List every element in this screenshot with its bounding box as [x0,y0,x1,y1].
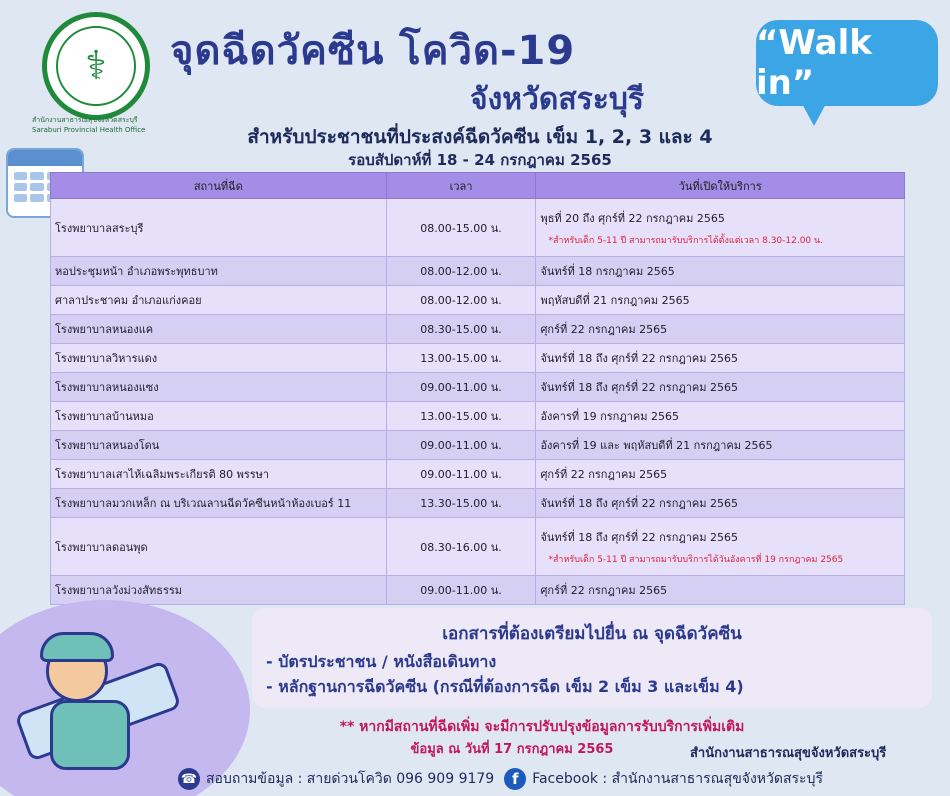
cell-place: ศาลาประชาคม อำเภอแก่งคอย [51,286,387,315]
cell-place: โรงพยาบาลวิหารแดง [51,344,387,373]
table-row [51,315,905,344]
days-text: อังคารที่ 19 กรกฎาคม 2565 [540,410,679,423]
table-row [51,286,905,315]
cell-place: โรงพยาบาลหนองแค [51,315,387,344]
footer-contact [178,766,950,792]
cell-days [536,460,905,489]
cell-days [536,286,905,315]
cell-days [536,518,905,576]
cell-place: โรงพยาบาลหนองแซง [51,373,387,402]
cell-days [536,402,905,431]
organization-name: สำนักงานสาธารณสุขจังหวัดสระบุรี [690,746,887,761]
days-text: พฤหัสบดีที่ 21 กรกฎาคม 2565 [540,294,690,307]
required-documents-box [252,608,932,708]
days-text: ศุกร์ที่ 22 กรกฎาคม 2565 [540,323,668,336]
days-text: จันทร์ที่ 18 ถึง ศุกร์ที่ 22 กรกฎาคม 2565 [540,497,739,510]
page-title-province: จังหวัดสระบุรี [470,82,645,117]
cell-place: โรงพยาบาลสระบุรี [51,199,387,257]
cell-place: โรงพยาบาลเสาไห้เฉลิมพระเกียรติ 80 พรรษา [51,460,387,489]
cell-place: โรงพยาบาลวังม่วงสัทธรรม [51,576,387,605]
remark-line1: ** หากมีสถานที่ฉีดเพิ่ม จะมีการปรับปรุงข้อมูลการรับบริการเพิ่มเติม [339,719,745,735]
cell-days [536,199,905,257]
table-row [51,199,905,257]
table-row [51,373,905,402]
cell-place: โรงพยาบาลดอนพุด [51,518,387,576]
cell-note: *สำหรับเด็ก 5-11 ปี สามารถมารับบริการได้วันอังคารที่ 19 กรกฎาคม 2565 [548,554,844,565]
table-row [51,518,905,576]
walk-in-badge: “Walk in” [756,20,938,106]
cell-place: โรงพยาบาลบ้านหมอ [51,402,387,431]
facebook-text[interactable]: Facebook : สำนักงานสาธารณสุขจังหวัดสระบุรี [532,771,823,787]
header-days: วันที่เปิดให้บริการ [536,173,905,199]
vaccination-schedule-table [50,172,905,605]
remark-line2: ข้อมูล ณ วันที่ 17 กรกฎาคม 2565 [410,742,614,757]
days-text: ศุกร์ที่ 22 กรกฎาคม 2565 [540,584,668,597]
days-text: จันทร์ที่ 18 ถึง ศุกร์ที่ 22 กรกฎาคม 2565 [540,530,739,544]
days-text: ศุกร์ที่ 22 กรกฎาคม 2565 [540,468,668,481]
header-time: เวลา [386,173,536,199]
table-row [51,402,905,431]
subtitle: สำหรับประชาชนที่ประสงค์ฉีดวัคซีน เข็ม 1, 2, 3 และ 4 [247,126,713,148]
nurse-body-illustration [50,700,130,770]
cell-time: 09.00-11.00 น. [386,460,536,489]
days-text: จันทร์ที่ 18 กรกฎาคม 2565 [540,265,675,278]
cell-days [536,431,905,460]
table-row [51,344,905,373]
table-row [51,460,905,489]
nurse-cap-illustration [40,632,114,662]
logo-caption-en: Saraburi Provincial Health Office [32,126,146,134]
days-text: พุธที่ 20 ถึง ศุกร์ที่ 22 กรกฎาคม 2565 [540,211,725,225]
days-text: จันทร์ที่ 18 ถึง ศุกร์ที่ 22 กรกฎาคม 2565 [540,381,739,394]
table-row [51,576,905,605]
cell-place: โรงพยาบาลมวกเหล็ก ณ บริเวณลานฉีดวัคซีนหน้าห้องเบอร์ 11 [51,489,387,518]
cell-days [536,489,905,518]
cell-days [536,373,905,402]
documents-heading: เอกสารที่ต้องเตรียมไปยื่น ณ จุดฉีดวัคซีน [442,624,742,644]
phone-icon: ☎ [178,768,200,790]
caduceus-icon: ⚕ [56,26,136,106]
facebook-icon[interactable]: f [504,768,526,790]
cell-place: หอประชุมหน้า อำเภอพระพุทธบาท [51,257,387,286]
days-text: จันทร์ที่ 18 ถึง ศุกร์ที่ 22 กรกฎาคม 2565 [540,352,739,365]
cell-time: 08.30-15.00 น. [386,315,536,344]
speech-bubble-tail [800,100,828,126]
cell-days [536,344,905,373]
cell-time: 13.00-15.00 น. [386,402,536,431]
ministry-logo [42,12,150,120]
cell-time: 08.00-12.00 น. [386,257,536,286]
cell-time: 08.00-12.00 น. [386,286,536,315]
page-title: จุดฉีดวัคซีน โควิด-19 [170,28,576,74]
days-text: อังคารที่ 19 และ พฤหัสบดีที่ 21 กรกฎาคม 2565 [540,439,773,452]
cell-days [536,315,905,344]
cell-days [536,576,905,605]
cell-time: 13.30-15.00 น. [386,489,536,518]
week-round: รอบสัปดาห์ที่ 18 - 24 กรกฎาคม 2565 [348,151,612,169]
table-row [51,431,905,460]
document-item-id: - บัตรประชาชน / หนังสือเดินทาง [266,652,497,671]
table-row [51,489,905,518]
cell-time: 08.30-16.00 น. [386,518,536,576]
cell-time: 08.00-15.00 น. [386,199,536,257]
hotline-text: สอบถามข้อมูล : สายด่วนโควิด 096 909 9179 [206,771,495,787]
table-row [51,257,905,286]
header-place: สถานที่ฉีด [51,173,387,199]
cell-days [536,257,905,286]
logo-caption-th: สำนักงานสาธารณสุขจังหวัดสระบุรี [32,116,138,124]
cell-time: 09.00-11.00 น. [386,431,536,460]
document-item-proof: - หลักฐานการฉีดวัคซีน (กรณีที่ต้องการฉีด เข็ม 2 เข็ม 3 และเข็ม 4) [266,677,744,696]
cell-note: *สำหรับเด็ก 5-11 ปี สามารถมารับบริการได้ตั้งแต่เวลา 8.30-12.00 น. [548,235,824,246]
cell-time: 13.00-15.00 น. [386,344,536,373]
cell-place: โรงพยาบาลหนองโดน [51,431,387,460]
cell-time: 09.00-11.00 น. [386,576,536,605]
cell-time: 09.00-11.00 น. [386,373,536,402]
